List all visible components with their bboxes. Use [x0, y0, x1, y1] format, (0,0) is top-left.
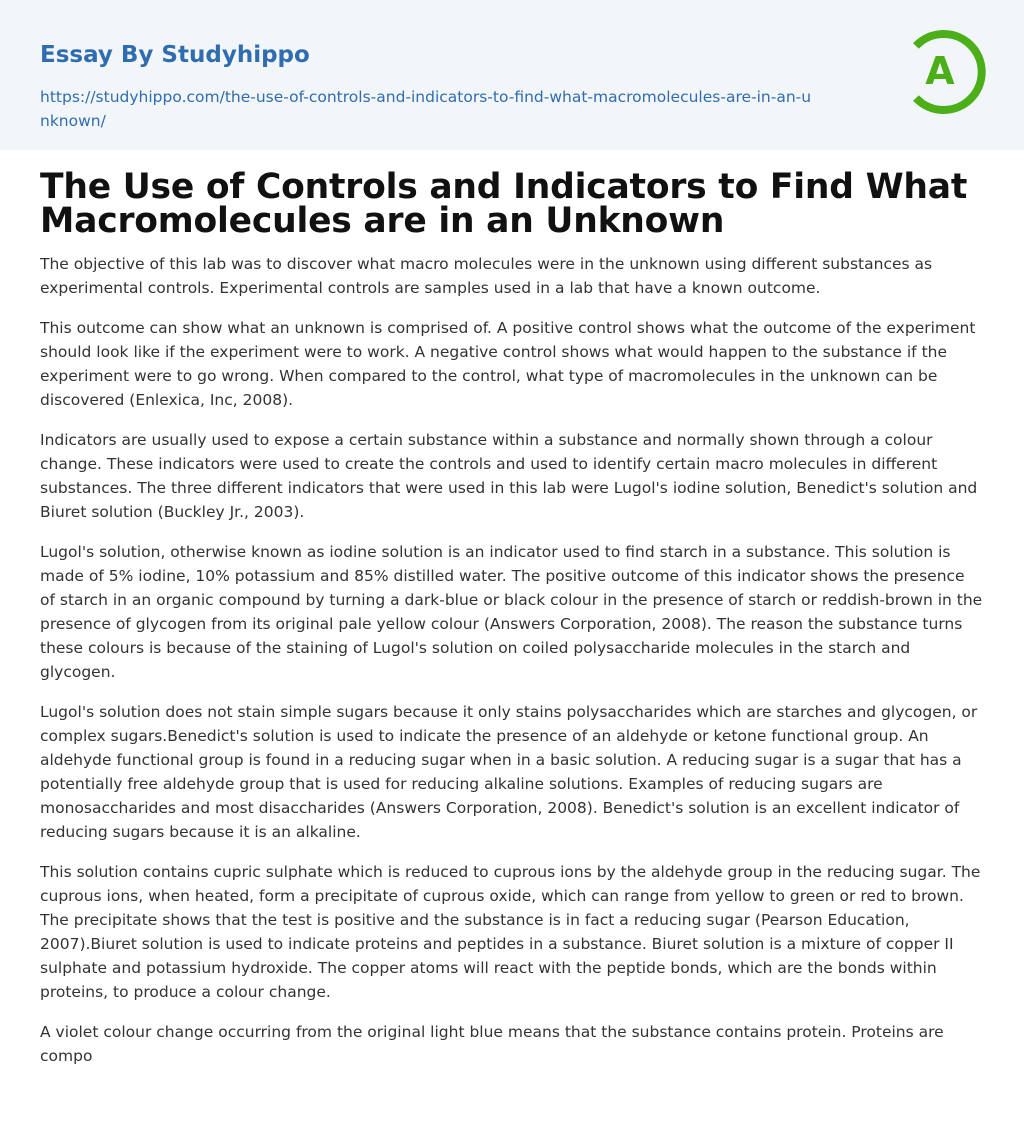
article-paragraph: Lugol's solution does not stain simple sugars because it only stains polysaccharides which are starches and glycogen, or complex sugars.Benedict's solution is used to indicate the presence of an aldehyde or ketone functional group. An aldehyde functional group is found in a reducing sugar when in a basic solution. A reducing sugar is a sugar that has a potentially free aldehyde group that is used for reducing alkaline solutions. Examples of reducing sugars are monosaccharides and most disaccharides (Answers Corporation, 2008). Benedict's solution is an excellent indicator of reducing sugars because it is an alkaline. — [40, 703, 978, 841]
page-header — [0, 0, 1024, 150]
article-paragraph: A violet colour change occurring from the original light blue means that the substance contains protein. Proteins are compo — [40, 1023, 944, 1065]
logo-letter: A — [925, 49, 955, 93]
studyhippo-logo-icon[interactable] — [904, 28, 988, 116]
site-brand[interactable]: Essay By Studyhippo — [40, 42, 310, 68]
source-url-link[interactable]: https://studyhippo.com/the-use-of-controls-and-indicators-to-find-what-macromolecules-are-in-an-unknown/ — [40, 88, 812, 130]
article-title: The Use of Controls and Indicators to Find What Macromolecules are in an Unknown — [40, 167, 968, 241]
article-paragraph: This solution contains cupric sulphate which is reduced to cuprous ions by the aldehyde group in the reducing sugar. The cuprous ions, when heated, form a precipitate of cuprous oxide, which can range from yellow to green or red to brown. The precipitate shows that the test is positive and the substance is in fact a reducing sugar (Pearson Education, 2007).Biuret solution is used to indicate proteins and peptides in a substance. Biuret solution is a mixture of copper II sulphate and potassium hydroxide. The copper atoms will react with the peptide bonds, which are the bonds within proteins, to produce a colour change. — [40, 863, 981, 1001]
article-paragraph: Indicators are usually used to expose a certain substance within a substance and normally shown through a colour change. These indicators were used to create the controls and used to identify certain macro molecules in different substances. The three different indicators that were used in this lab were Lugol's iodine solution, Benedict's solution and Biuret solution (Buckley Jr., 2003). — [40, 431, 978, 521]
article — [0, 150, 1024, 1068]
article-paragraph: Lugol's solution, otherwise known as iodine solution is an indicator used to find starch in a substance. This solution is made of 5% iodine, 10% potassium and 85% distilled water. The positive outcome of this indicator shows the presence of starch in an organic compound by turning a dark-blue or black colour in the presence of starch or reddish-brown in the presence of glycogen from its original pale yellow colour (Answers Corporation, 2008). The reason the substance turns these colours is because of the staining of Lugol's solution on coiled polysaccharide molecules in the starch and glycogen. — [40, 543, 983, 681]
article-paragraph: This outcome can show what an unknown is comprised of. A positive control shows what the outcome of the experiment should look like if the experiment were to work. A negative control shows what would happen to the substance if the experiment were to go wrong. When compared to the control, what type of macromolecules in the unknown can be discovered (Enlexica, Inc, 2008). — [40, 319, 976, 409]
article-paragraph: The objective of this lab was to discover what macro molecules were in the unknown using different substances as experimental controls. Experimental controls are samples used in a lab that have a known outcome. — [40, 255, 933, 297]
